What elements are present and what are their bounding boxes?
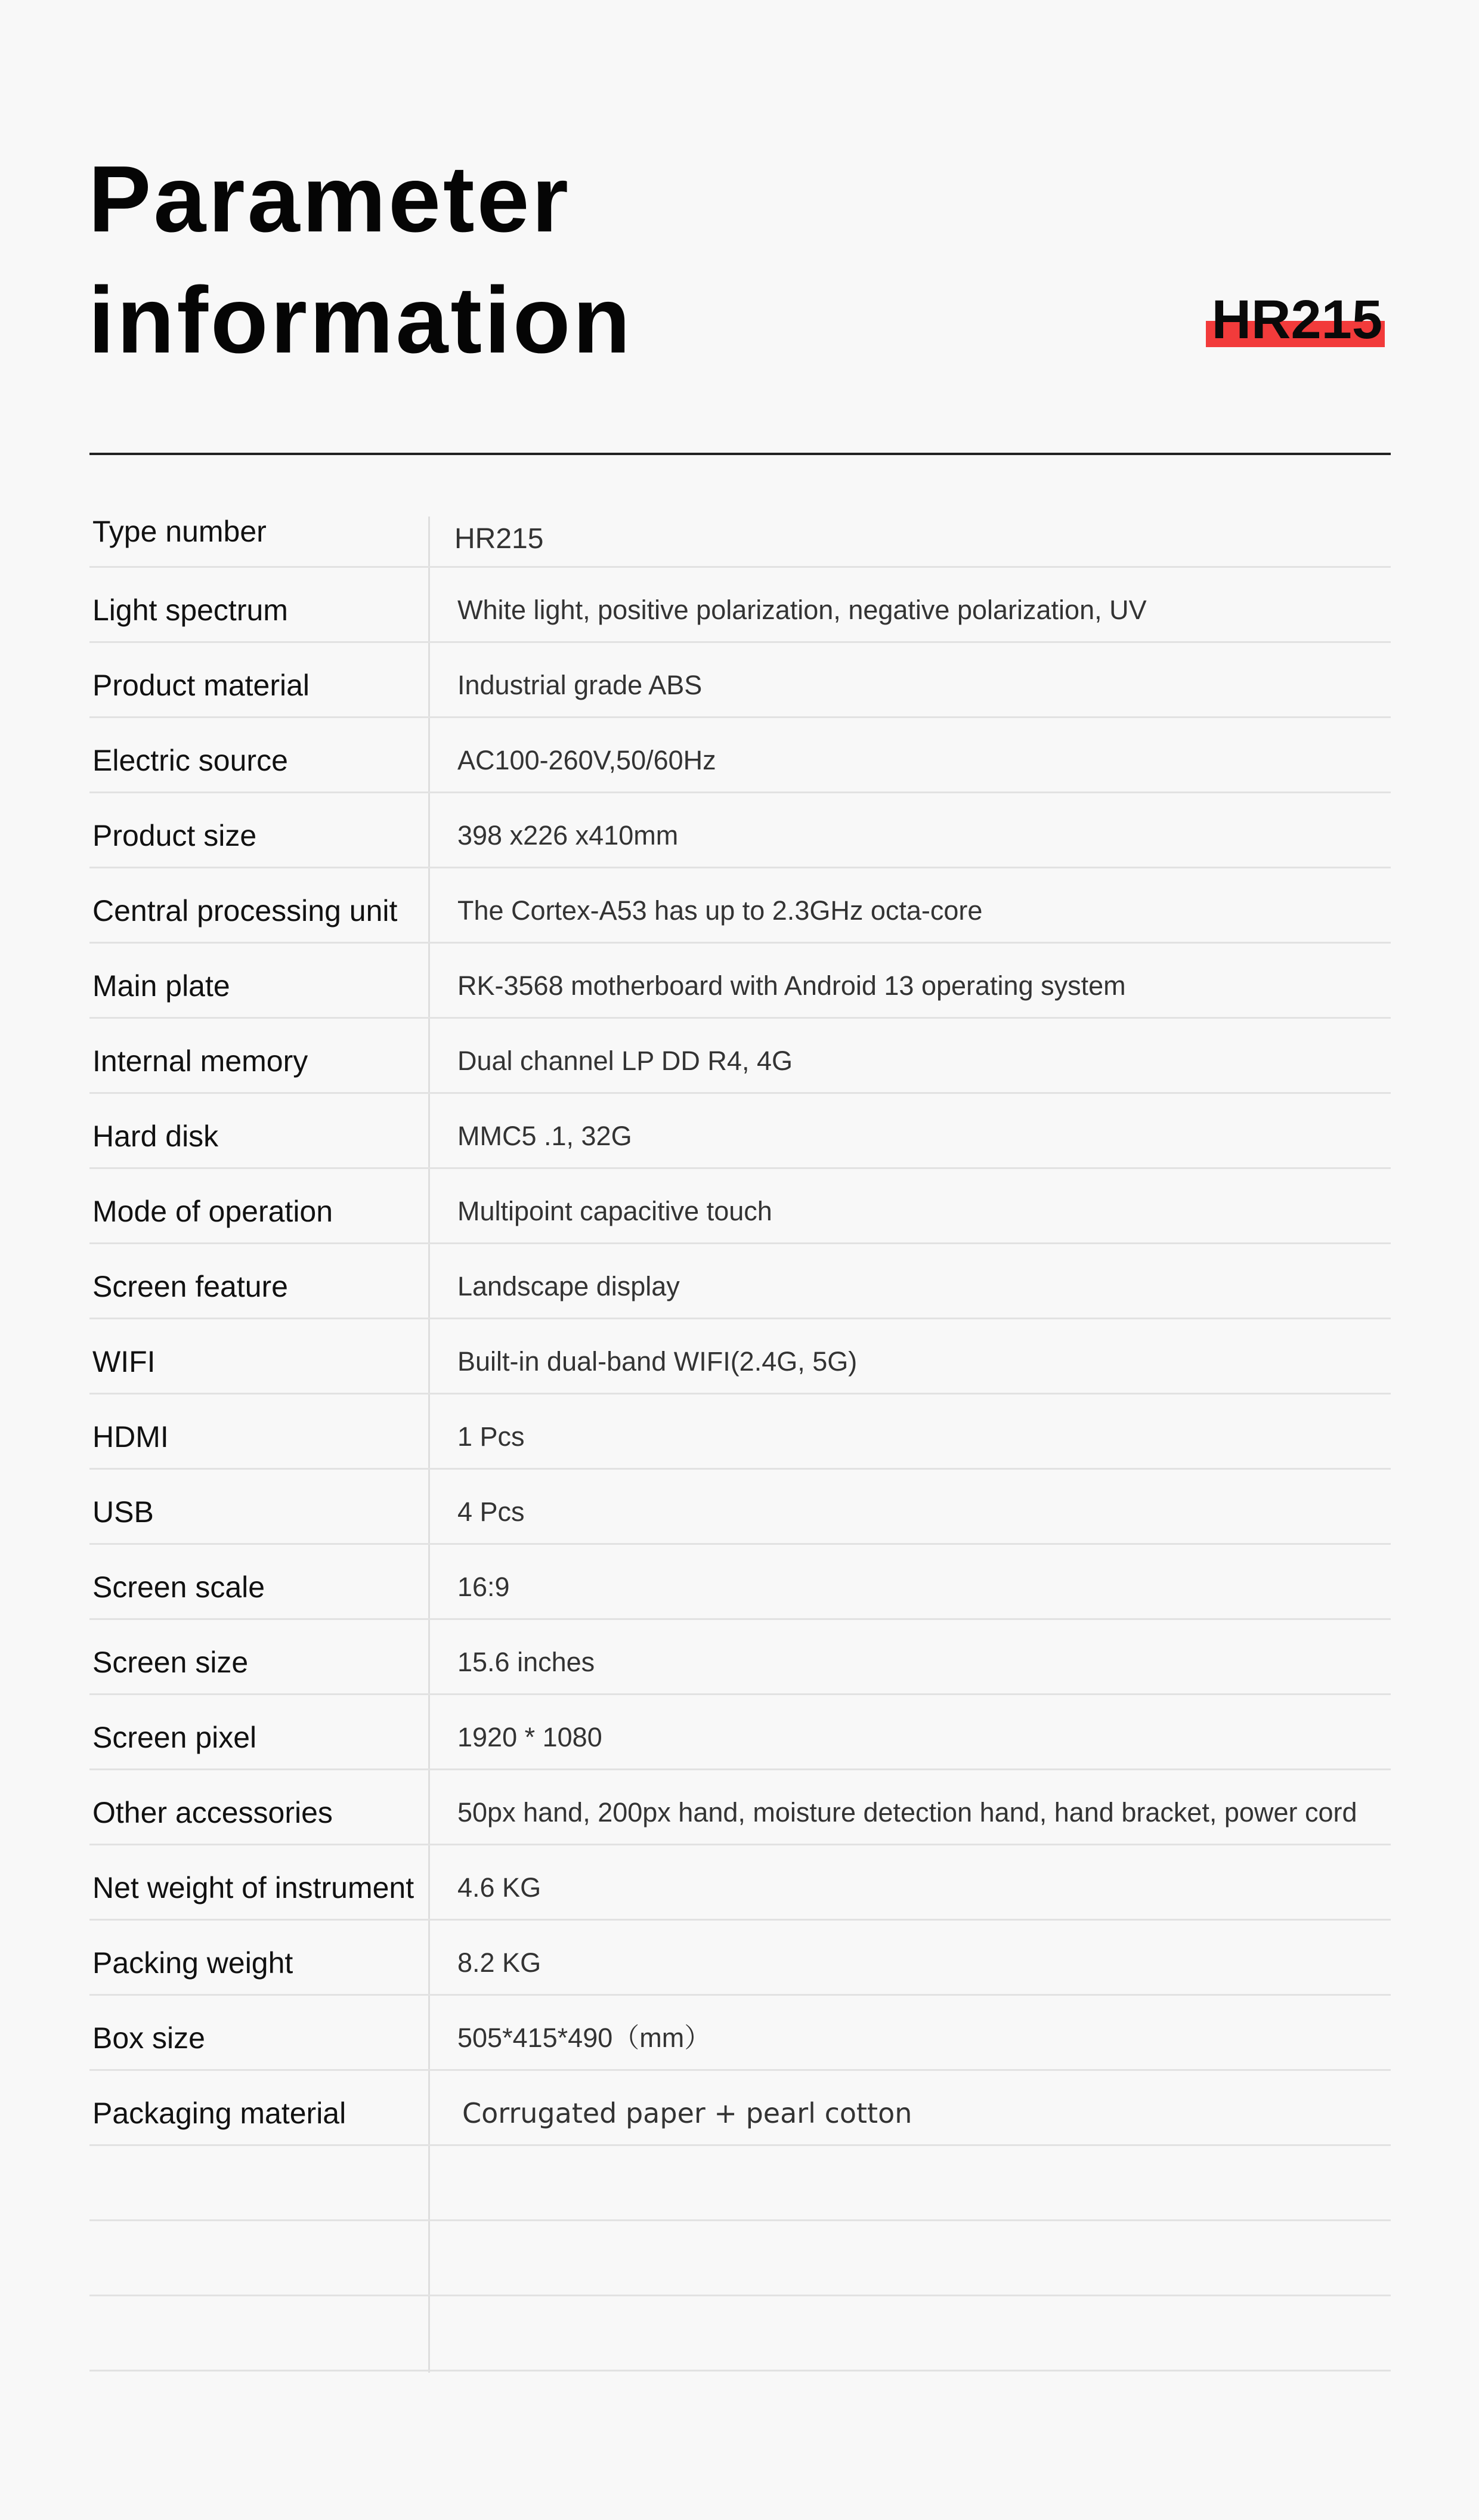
spec-value: Landscape display [457, 1271, 680, 1301]
spec-value: RK-3568 motherboard with Android 13 operating system [457, 970, 1126, 1001]
spec-label: Main plate [92, 969, 230, 1003]
spec-value: AC100-260V,50/60Hz [457, 745, 716, 775]
spec-value: 50px hand, 200px hand, moisture detection hand, hand bracket, power cord [457, 1797, 1357, 1828]
spec-row [89, 1244, 1391, 1319]
spec-row [89, 1019, 1391, 1094]
spec-row [89, 1695, 1391, 1770]
spec-row [89, 793, 1391, 868]
spec-row [89, 718, 1391, 793]
spec-value: Built-in dual-band WIFI(2.4G, 5G) [457, 1346, 858, 1377]
spec-value: 16:9 [457, 1572, 510, 1602]
spec-label: Screen feature [92, 1270, 288, 1303]
spec-row [89, 517, 1391, 568]
spec-row [89, 643, 1391, 718]
spec-label: Screen pixel [92, 1721, 257, 1754]
spec-value: Corrugated paper + pearl cotton [462, 2097, 912, 2129]
spec-row [89, 944, 1391, 1019]
spec-table [89, 517, 1391, 2371]
spec-value: 15.6 inches [457, 1647, 595, 1677]
header-divider [89, 453, 1391, 455]
spec-label: USB [92, 1495, 154, 1529]
spec-row [89, 1845, 1391, 1921]
spec-label: Central processing unit [92, 894, 398, 927]
spec-label: Type number [92, 515, 267, 548]
spec-label: Light spectrum [92, 593, 288, 627]
spec-row [89, 568, 1391, 643]
model-number: HR215 [1211, 289, 1382, 350]
spec-label: Product material [92, 669, 310, 702]
spec-label: Screen size [92, 1646, 249, 1679]
spec-value: 8.2 KG [457, 1947, 542, 1978]
spec-label: HDMI [92, 1420, 169, 1454]
spec-label: Internal memory [92, 1044, 308, 1078]
spec-row [89, 1470, 1391, 1545]
empty-row [89, 2296, 1391, 2371]
empty-row [89, 2221, 1391, 2296]
spec-label: Other accessories [92, 1796, 333, 1829]
spec-row [89, 1319, 1391, 1394]
spec-value: 1 Pcs [457, 1421, 525, 1452]
spec-label: Packaging material [92, 2097, 346, 2130]
spec-label: Product size [92, 819, 257, 852]
spec-row [89, 1169, 1391, 1244]
spec-row [89, 1620, 1391, 1695]
spec-value: Multipoint capacitive touch [457, 1196, 772, 1226]
spec-label: Mode of operation [92, 1195, 333, 1228]
spec-value: Industrial grade ABS [457, 670, 703, 700]
spec-value: The Cortex-A53 has up to 2.3GHz octa-core [457, 895, 983, 926]
spec-value: White light, positive polarization, negative polarization, UV [457, 595, 1147, 625]
spec-value: Dual channel LP DD R4, 4G [457, 1046, 793, 1076]
spec-row [89, 1921, 1391, 1996]
spec-value: MMC5 .1, 32G [457, 1121, 632, 1151]
spec-row [89, 1770, 1391, 1845]
spec-label: Hard disk [92, 1120, 219, 1153]
spec-row [89, 1394, 1391, 1470]
spec-label: WIFI [92, 1345, 156, 1378]
spec-value: 505*415*490（mm） [457, 2023, 711, 2053]
spec-label: Electric source [92, 744, 288, 777]
spec-row [89, 1094, 1391, 1169]
spec-row [89, 1996, 1391, 2071]
spec-value: 398 x226 x410mm [457, 820, 679, 851]
spec-row [89, 1545, 1391, 1620]
spec-value: HR215 [454, 523, 544, 555]
spec-value: 1920 * 1080 [457, 1722, 602, 1752]
spec-label: Box size [92, 2021, 205, 2055]
spec-label: Packing weight [92, 1946, 293, 1980]
page-title-line-1: Parameter [88, 147, 571, 252]
spec-row [89, 868, 1391, 944]
spec-value: 4 Pcs [457, 1496, 525, 1527]
spec-label: Net weight of instrument [92, 1871, 414, 1904]
page-title-line-2: information [88, 268, 633, 373]
spec-value: 4.6 KG [457, 1872, 542, 1903]
model-badge [1206, 289, 1385, 352]
spec-row [89, 2071, 1391, 2146]
spec-label: Screen scale [92, 1570, 265, 1604]
empty-row [89, 2146, 1391, 2221]
